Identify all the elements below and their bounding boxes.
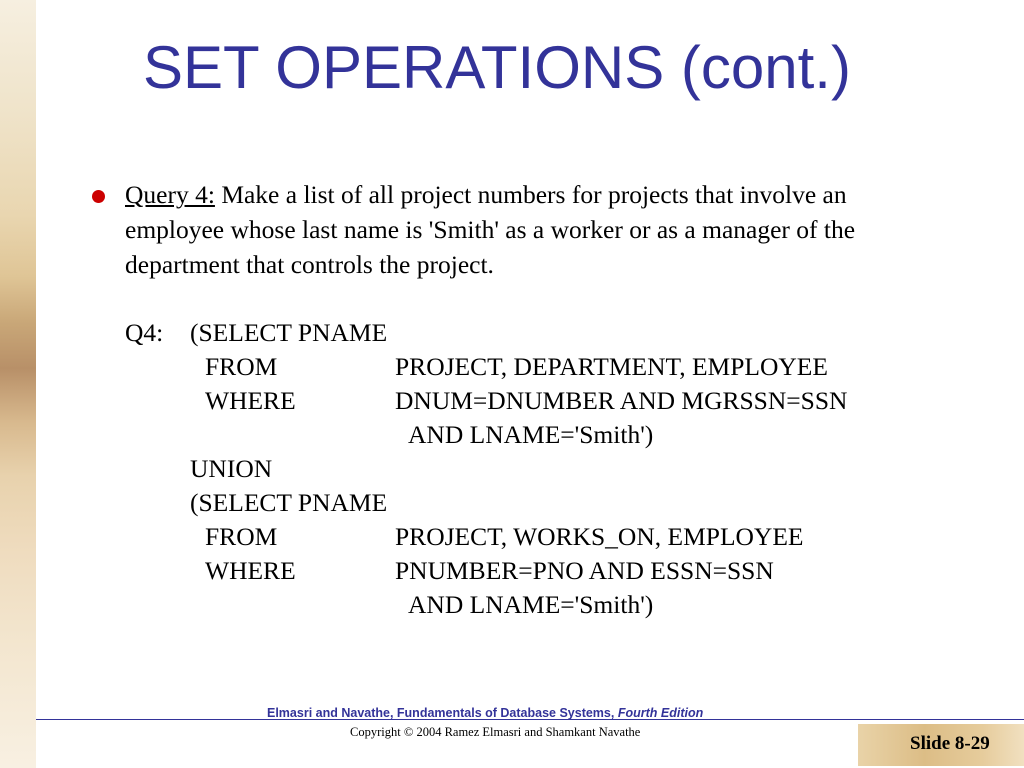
from-tables-2: PROJECT, WORKS_ON, EMPLOYEE (395, 522, 804, 551)
select-clause-2: (SELECT PNAME (190, 488, 388, 517)
footer-book-title (267, 706, 703, 720)
query-label: Query 4: (125, 180, 215, 209)
bullet-dot-icon (92, 190, 105, 203)
slide-title: SET OPERATIONS (cont.) (143, 34, 851, 101)
decorative-side-strip (0, 0, 36, 768)
and-condition-1: AND LNAME='Smith') (408, 420, 654, 449)
union-keyword: UNION (190, 454, 273, 483)
book-edition: Fourth Edition (617, 706, 704, 720)
footer-copyright: Copyright © 2004 Ramez Elmasri and Shamkant Navathe (350, 725, 641, 739)
book-title: Elmasri and Navathe, Fundamentals of Database Systems, (267, 706, 618, 720)
select-clause-1: (SELECT PNAME (190, 318, 388, 347)
where-condition-1: DNUM=DNUMBER AND MGRSSN=SSN (395, 386, 848, 415)
and-condition-2: AND LNAME='Smith') (408, 590, 654, 619)
where-keyword-2: WHERE (205, 556, 296, 585)
from-tables-1: PROJECT, DEPARTMENT, EMPLOYEE (395, 352, 828, 381)
query-description: Make a list of all project numbers for projects that involve an employee whose last name is 'Smith' as a worker or as a manager of the department that controls the project. (125, 180, 856, 279)
slide-number: Slide 8-29 (910, 733, 990, 754)
from-keyword-1: FROM (205, 352, 278, 381)
query-name: Q4: (125, 318, 164, 347)
bullet-text (125, 177, 945, 282)
from-keyword-2: FROM (205, 522, 278, 551)
where-condition-2: PNUMBER=PNO AND ESSN=SSN (395, 556, 774, 585)
where-keyword-1: WHERE (205, 386, 296, 415)
